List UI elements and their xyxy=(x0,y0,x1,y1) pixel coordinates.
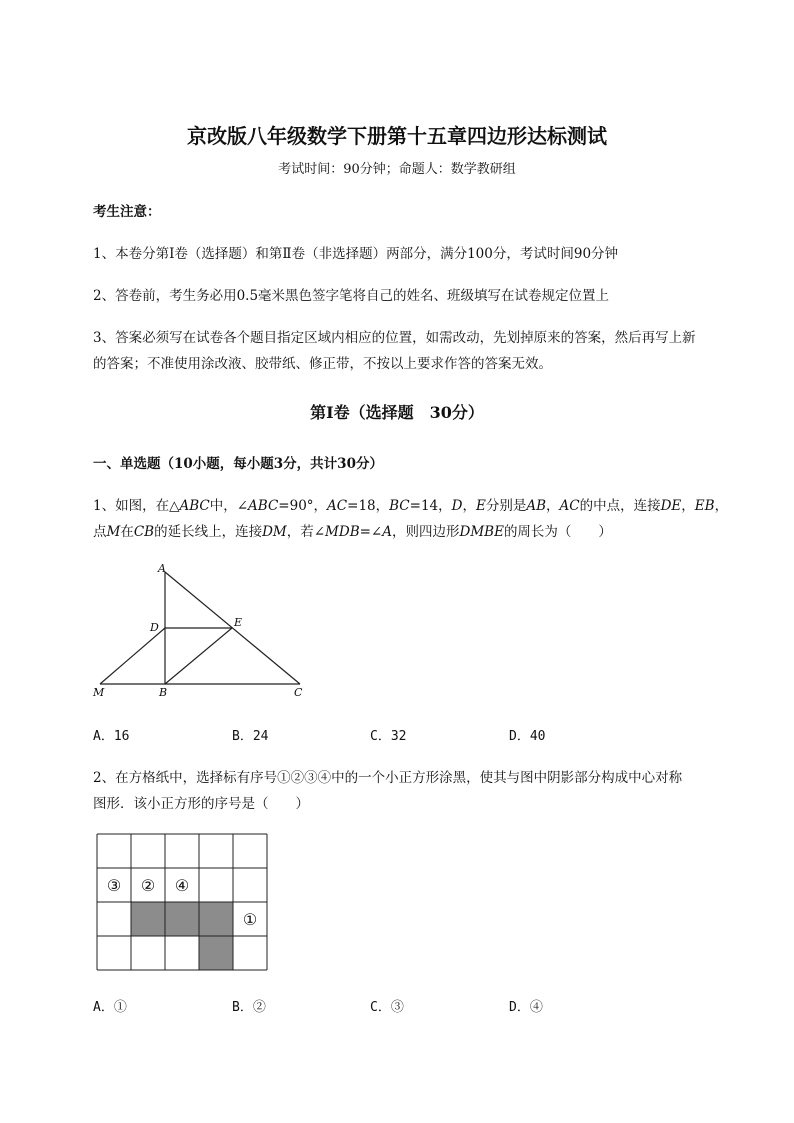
option-a[interactable]: A．① xyxy=(93,1000,127,1015)
question-1-line-1: 1、如图，在△ABC中，∠ABC=90°，AC=18，BC=14，D，E分别是AB，AC的中点，连接DE，EB， xyxy=(93,498,729,514)
segment-DM xyxy=(100,628,165,684)
label-D: D xyxy=(150,621,159,634)
option-b[interactable]: B．② xyxy=(232,1000,266,1015)
label-A: A xyxy=(158,562,166,575)
shaded-cell xyxy=(165,902,199,936)
option-b[interactable]: B．24 xyxy=(232,729,269,744)
notes-heading: 考生注意： xyxy=(93,204,161,220)
shaded-cell xyxy=(131,902,165,936)
shaded-cell xyxy=(199,902,233,936)
note-item: 1、本卷分第I卷（选择题）和第Ⅱ卷（非选择题）两部分，满分100分，考试时间90分钟 xyxy=(93,246,619,262)
part-heading: 一、单选题（10小题，每小题3分，共计30分） xyxy=(93,456,383,472)
shaded-cell xyxy=(199,936,233,970)
note-item: 2、答卷前，考生务必用0.5毫米黑色签字笔将自己的姓名、班级填写在试卷规定位置上 xyxy=(93,288,610,304)
question-2-line-2: 图形．该小正方形的序号是（ ） xyxy=(93,796,309,812)
option-d[interactable]: D．④ xyxy=(509,1000,543,1015)
option-d[interactable]: D．40 xyxy=(509,729,546,744)
question-1-line-2: 点M在CB的延长线上，连接DM，若∠MDB=∠A，则四边形DMBE的周长为（ ） xyxy=(93,524,612,540)
cell-label-3: ③ xyxy=(106,876,122,895)
segment-EB xyxy=(165,628,232,684)
page-title: 京改版八年级数学下册第十五章四边形达标测试 xyxy=(187,124,607,148)
label-C: C xyxy=(294,686,303,699)
note-item: 3、答案必须写在试卷各个题目指定区域内相应的位置，如需改动，先划掉原来的答案，然后再写上新 xyxy=(93,330,696,346)
note-item: 的答案；不准使用涂改液、胶带纸、修正带，不按以上要求作答的答案无效。 xyxy=(93,356,552,372)
cell-label-4: ④ xyxy=(174,876,190,895)
label-M: M xyxy=(93,686,105,699)
option-c[interactable]: C．③ xyxy=(370,1000,404,1015)
label-B: B xyxy=(159,686,168,699)
option-c[interactable]: C．32 xyxy=(370,729,407,744)
question-2-line-1: 2、在方格纸中，选择标有序号①②③④中的一个小正方形涂黑，使其与图中阴影部分构成中心对称 xyxy=(93,770,683,786)
label-E: E xyxy=(234,616,243,629)
grid-figure xyxy=(97,834,267,970)
cell-label-2: ② xyxy=(140,876,156,895)
cell-label-1: ① xyxy=(242,910,258,929)
exam-info: 考试时间：90分钟；命题人：数学教研组 xyxy=(278,162,516,177)
option-a[interactable]: A．16 xyxy=(93,729,130,744)
section-title: 第I卷（选择题 30分） xyxy=(310,403,484,422)
